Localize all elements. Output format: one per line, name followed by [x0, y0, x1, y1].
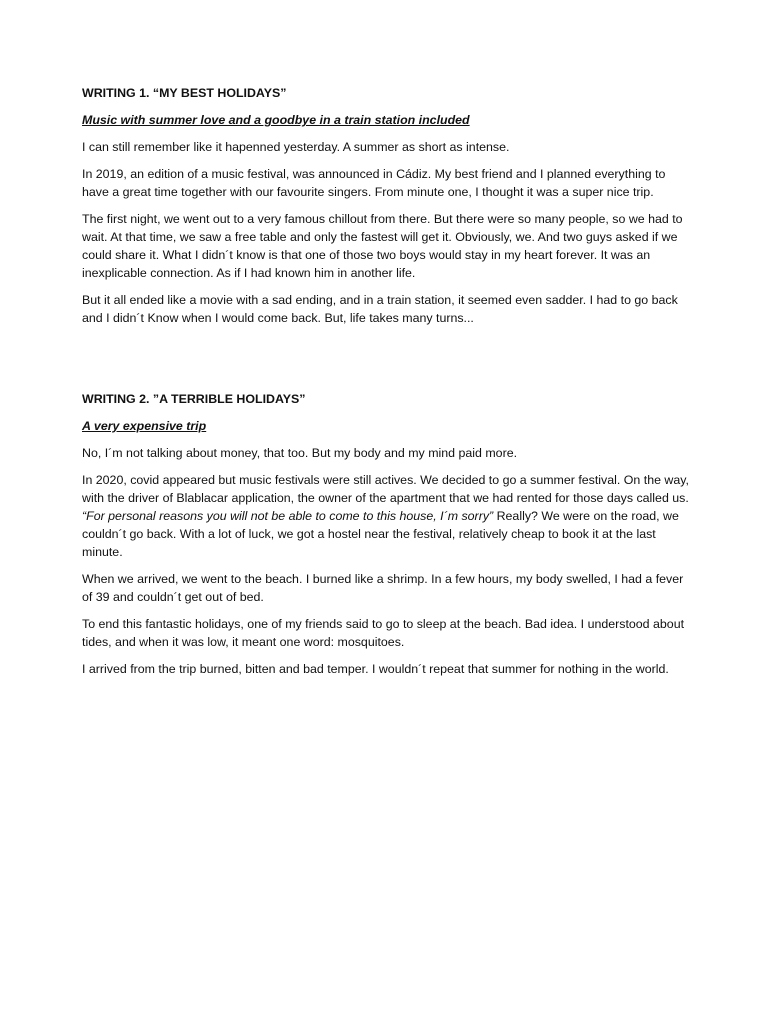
- writing-1-heading: WRITING 1. “MY BEST HOLIDAYS”: [82, 86, 287, 100]
- quoted-phone-call: “For personal reasons you will not be able to come to this house, I´m sorry”: [82, 509, 494, 523]
- paragraph-text: In 2020, covid appeared but music festivals were still actives. We decided to go a summer festival. On the way, with the driver of Blablacar application, the owner of the apartment that we had rented for those days called us.: [82, 473, 689, 505]
- section-spacer: [82, 336, 694, 390]
- writing-2-heading: WRITING 2. ”A TERRIBLE HOLIDAYS”: [82, 392, 306, 406]
- writing-2-paragraph: [82, 471, 694, 561]
- writing-1-paragraph: But it all ended like a movie with a sad ending, and in a train station, it seemed even sadder. I had to go back and I didn´t Know when I would come back. But, life takes many turns...: [82, 293, 678, 325]
- writing-2-paragraph: No, I´m not talking about money, that too. But my body and my mind paid more.: [82, 446, 518, 460]
- writing-2-paragraph: When we arrived, we went to the beach. I burned like a shrimp. In a few hours, my body swelled, I had a fever of 39 and couldn´t get out of bed.: [82, 572, 684, 604]
- writing-2-paragraph: I arrived from the trip burned, bitten and bad temper. I wouldn´t repeat that summer for nothing in the world.: [82, 662, 669, 676]
- writing-1-paragraph: I can still remember like it hapenned yesterday. A summer as short as intense.: [82, 140, 510, 154]
- writing-2-section: [82, 390, 694, 678]
- writing-1-paragraph: The first night, we went out to a very famous chillout from there. But there were so many people, so we had to wait. At that time, we saw a free table and only the fastest will get it. Obviously, we. And two guys asked if we could share it. What I didn´t know is that one of those two boys would stay in my heart forever. It was an inexplicable connection. As if I had known him in another life.: [82, 212, 683, 280]
- writing-1-subtitle: Music with summer love and a goodbye in a train station included: [82, 113, 470, 127]
- paragraph-text: Really? We were on the road, we couldn´t go back. With a lot of luck, we got a hostel near the festival, relatively cheap to book it at the last minute.: [82, 509, 679, 559]
- document-page: [82, 84, 694, 687]
- writing-2-paragraph: To end this fantastic holidays, one of my friends said to go to sleep at the beach. Bad idea. I understood about tides, and when it was low, it meant one word: mosquitoes.: [82, 617, 685, 649]
- writing-1-section: [82, 84, 694, 327]
- writing-2-subtitle: A very expensive trip: [82, 419, 207, 433]
- writing-1-paragraph: In 2019, an edition of a music festival, was announced in Cádiz. My best friend and I planned everything to have a great time together with our favourite singers. From minute one, I thought it was a super nice trip.: [82, 167, 666, 199]
